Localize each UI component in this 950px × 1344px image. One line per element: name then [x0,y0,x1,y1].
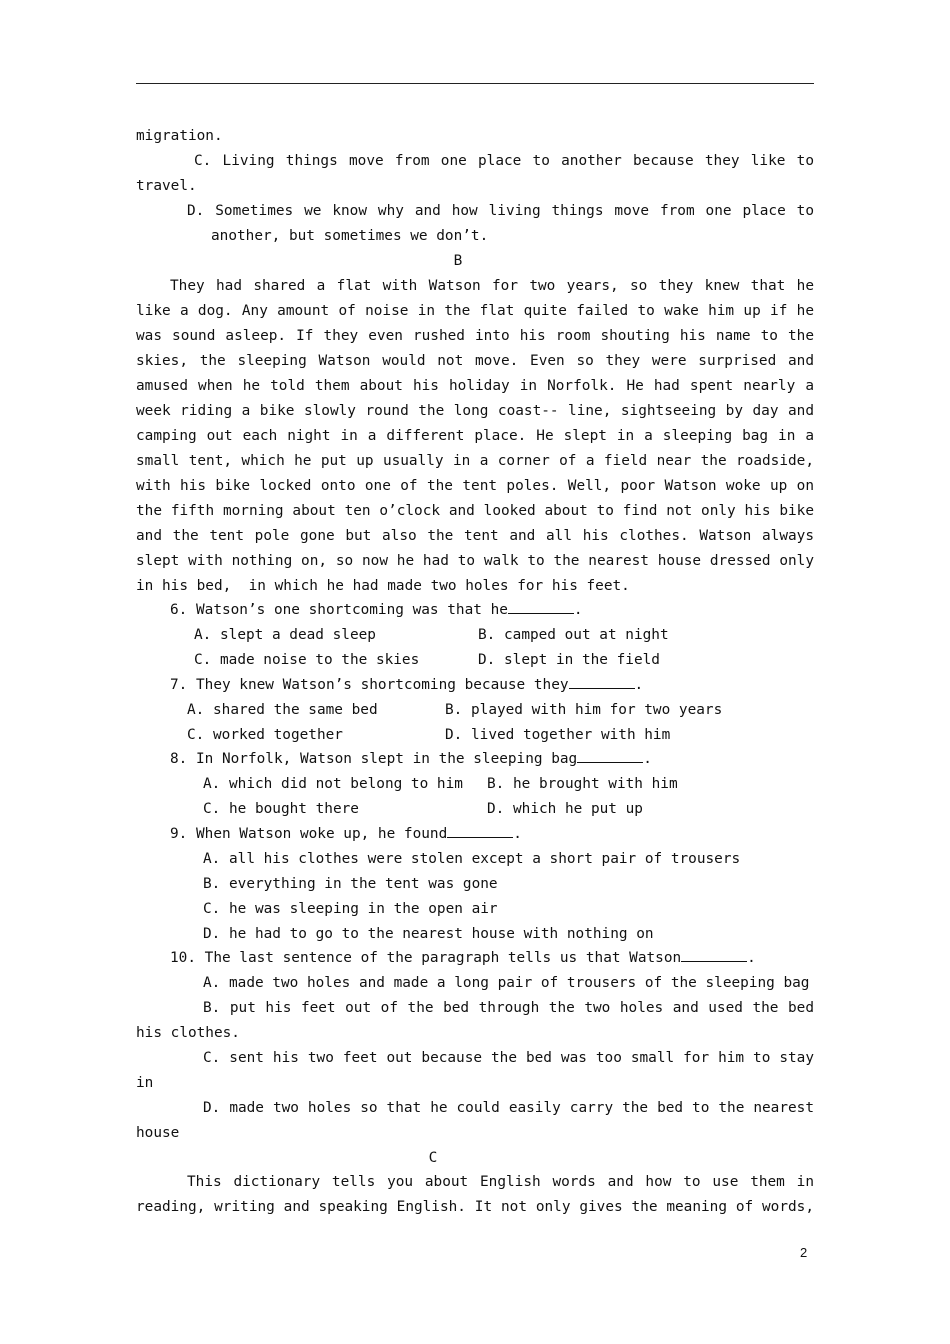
answer-blank [681,947,747,962]
passage-line: This dictionary tells you about English words and how to use them in [187,1174,814,1190]
passage-line: camping out each night in a different place. He slept in a sleeping bag in a [136,428,814,444]
q7-option-a: A. shared the same bed [187,702,378,718]
section-b-heading: B [453,253,463,269]
q9-option-c: C. he was sleeping in the open air [203,901,498,917]
passage-line: They had shared a flat with Watson for two years, so they knew that he [170,278,814,294]
passage-line: small tent, which he put up usually in a corner of a field near the roadside, [136,453,814,469]
q8-option-b: B. he brought with him [487,776,678,792]
q7-option-d: D. lived together with him [445,727,671,743]
q9-option-d: D. he had to go to the nearest house with nothing on [203,926,654,942]
q7-option-b: B. played with him for two years [445,702,723,718]
question-6-stem: 6. Watson’s one shortcoming was that he [170,602,508,618]
section-c-heading: C [428,1150,438,1166]
q10-option-c-line2: in [136,1075,154,1091]
header-rule [136,83,814,84]
q10-option-d-line1: D. made two holes so that he could easily carry the bed to the nearest [203,1100,814,1116]
q10-option-c-line1: C. sent his two feet out because the bed was too small for him to stay [203,1050,814,1066]
question-7-stem: 7. They knew Watson’s shortcoming because they [170,677,569,693]
passage-line: in his bed, in which he had made two holes for his feet. [136,578,630,594]
question-6-tail: . [573,602,583,618]
question-10-tail: . [747,950,756,966]
q10-option-a: A. made two holes and made a long pair of trousers of the sleeping bag [203,975,810,991]
option-c-line1: C. Living things move from one place to another because they like to [194,153,814,169]
passage-line: amused when he told them about his holiday in Norfolk. He had spent nearly a [136,378,814,394]
option-c-line2: travel. [136,178,197,194]
q8-option-d: D. which he put up [487,801,643,817]
q9-option-a: A. all his clothes were stolen except a short pair of trousers [203,851,741,867]
answer-blank [569,674,635,689]
question-10 [170,946,814,971]
question-8 [170,747,814,772]
q7-option-c: C. worked together [187,727,343,743]
continued-text: migration. [136,128,223,144]
q6-option-b: B. camped out at night [478,627,669,643]
question-8-stem: 8. In Norfolk, Watson slept in the sleeping bag [170,751,578,767]
question-9-tail: . [513,826,522,842]
q8-option-c: C. he bought there [203,801,359,817]
q10-option-d-line2: house [136,1125,180,1141]
answer-blank [447,823,513,838]
q9-option-b: B. everything in the tent was gone [203,876,498,892]
page-number: 2 [800,1245,808,1260]
passage-line: reading, writing and speaking English. It not only gives the meaning of words, [136,1199,814,1215]
passage-line: was sound asleep. If they even rushed into his room shouting his name to the [136,328,814,344]
passage-line: the fifth morning about ten o’clock and looked about to find not only his bike [136,503,814,519]
question-6 [170,598,814,623]
passage-line: slept with nothing on, so now he had to walk to the nearest house dressed only [136,553,814,569]
passage-line: and the tent pole gone but also the tent and all his clothes. Watson always [136,528,814,544]
question-9 [170,822,814,847]
question-7-tail: . [634,677,644,693]
option-d-line2: another, but sometimes we don’t. [211,228,489,244]
q6-option-d: D. slept in the field [478,652,660,668]
answer-blank [508,599,574,614]
option-d-line1: D. Sometimes we know why and how living things move from one place to [187,203,814,219]
question-7 [170,673,814,698]
passage-line: week riding a bike slowly round the long coast-- line, sightseeing by day and [136,403,814,419]
question-9-stem: 9. When Watson woke up, he found [170,826,448,842]
q6-option-c: C. made noise to the skies [194,652,420,668]
q6-option-a: A. slept a dead sleep [194,627,376,643]
q10-option-b-line2: his clothes. [136,1025,240,1041]
passage-line: skies, the sleeping Watson would not move. Even so they were surprised and [136,353,814,369]
question-10-stem: 10. The last sentence of the paragraph tells us that Watson [170,950,682,966]
passage-line: like a dog. Any amount of noise in the flat quite failed to wake him up if he [136,303,814,319]
q10-option-b-line1: B. put his feet out of the bed through the two holes and used the bed [203,1000,814,1016]
passage-line: with his bike locked onto one of the tent poles. Well, poor Watson woke up on [136,478,814,494]
answer-blank [577,748,643,763]
q8-option-a: A. which did not belong to him [203,776,463,792]
question-8-tail: . [643,751,652,767]
